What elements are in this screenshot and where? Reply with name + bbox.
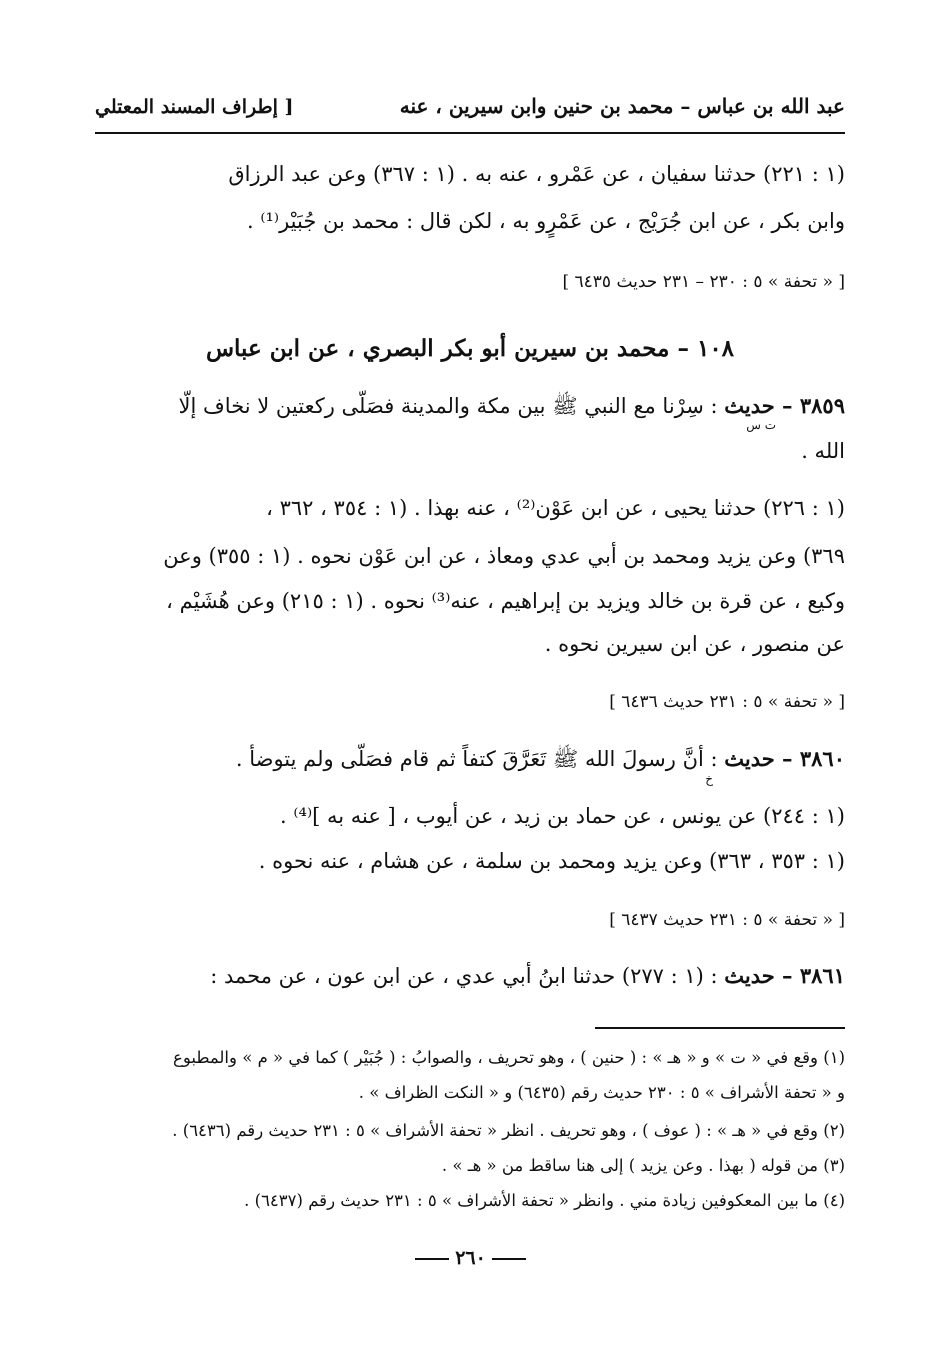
page-number-dash bbox=[492, 1258, 526, 1260]
footnote-4: (٤) ما بين المعكوفين زيادة مني . وانظر « تحفة الأشراف » ٥ : ٢٣١ حديث رقم (٦٤٣٧) . bbox=[244, 1191, 845, 1210]
tuhfa-reference: [ « تحفة » ٥ : ٢٣١ حديث ٦٤٣٧ ] bbox=[609, 910, 845, 930]
footnote-rule bbox=[595, 1027, 845, 1029]
narrator-symbols: خ bbox=[705, 772, 713, 786]
paragraph-line: وابن بكر ، عن ابن جُرَيْج ، عن عَمْرٍو به ، لكن قال : محمد بن جُبَيْر⁽¹⁾ . bbox=[246, 209, 845, 233]
narrator-symbols: ت س bbox=[746, 418, 776, 432]
paragraph-line: (١ : ٢٤٤) عن يونس ، عن حماد بن زيد ، عن أيوب ، [ عنه به ]⁽⁴⁾ . bbox=[280, 804, 845, 828]
hadith-text: : أنَّ رسولَ الله ﷺ تَعَرَّقَ كتفاً ثم قام فصَلّى ولم يتوضأ . bbox=[235, 747, 725, 771]
hadith-number: ٣٨٦٠ – حديث bbox=[724, 746, 845, 771]
paragraph-line: (١ : ٢٢٦) حدثنا يحيى ، عن ابن عَوْن⁽²⁾ ، عنه بهذا . (١ : ٣٥٤ ، ٣٦٢ ، bbox=[266, 496, 845, 520]
footnote-1-continued: و « تحفة الأشراف » ٥ : ٢٣٠ حديث رقم (٦٤٣٥) و « النكت الظراف » . bbox=[358, 1083, 845, 1102]
header-rule bbox=[95, 132, 845, 134]
hadith-line bbox=[179, 390, 845, 422]
paragraph-line: (١ : ٣٥٣ ، ٣٦٣) وعن يزيد ومحمد بن سلمة ، عن هشام ، عنه نحوه . bbox=[258, 849, 845, 873]
paragraph-line: وكيع ، عن قرة بن خالد ويزيد بن إبراهيم ، عنه⁽³⁾ نحوه . (١ : ٢١٥) وعن هُشَيْم ، bbox=[166, 589, 845, 613]
page-number-value: ٢٦٠ bbox=[455, 1247, 486, 1269]
tuhfa-reference: [ « تحفة » ٥ : ٢٣١ حديث ٦٤٣٦ ] bbox=[609, 692, 845, 712]
hadith-line bbox=[210, 960, 845, 992]
footnote-3: (٣) من قوله ( بهذا . وعن يزيد ) إلى هنا ساقط من « هـ » . bbox=[441, 1156, 845, 1175]
hadith-line bbox=[236, 743, 845, 775]
running-header bbox=[95, 90, 845, 130]
hadith-line: الله . bbox=[801, 439, 845, 463]
hadith-number: ٣٨٦١ – حديث bbox=[724, 963, 845, 988]
footnote-1: (١) وقع في « ت » و « هـ » : ( حنين ) ، وهو تحريف ، والصوابُ : ( جُبَيْر ) كما في « م » والمطبوع bbox=[172, 1048, 845, 1067]
paragraph-line: ٣٦٩) وعن يزيد ومحمد بن أبي عدي ومعاذ ، عن ابن عَوْن نحوه . (١ : ٣٥٥) وعن bbox=[163, 544, 845, 568]
page-number bbox=[0, 1247, 941, 1269]
header-book-title: [ إطراف المسند المعتلي bbox=[95, 96, 294, 118]
footnote-2: (٢) وقع في « هـ » : ( عوف ) ، وهو تحريف . انظر « تحفة الأشراف » ٥ : ٢٣١ حديث رقم (٦٤٣٦) . bbox=[172, 1121, 845, 1140]
section-title: ١٠٨ – محمد بن سيرين أبو بكر البصري ، عن ابن عباس bbox=[205, 335, 735, 362]
hadith-text: : سِرْنا مع النبي ﷺ بين مكة والمدينة فصَلّى ركعتين لا نخاف إلّا bbox=[178, 394, 725, 418]
page-number-dash bbox=[415, 1258, 449, 1260]
paragraph-line: (١ : ٢٢١) حدثنا سفيان ، عن عَمْرو ، عنه به . (١ : ٣٦٧) وعن عبد الرزاق bbox=[228, 162, 845, 186]
hadith-number: ٣٨٥٩ – حديث bbox=[724, 393, 845, 418]
tuhfa-reference: [ « تحفة » ٥ : ٢٣٠ – ٢٣١ حديث ٦٤٣٥ ] bbox=[562, 272, 845, 292]
header-title: عبد الله بن عباس – محمد بن حنين وابن سيرين ، عنه bbox=[399, 94, 845, 118]
hadith-text: : (١ : ٢٧٧) حدثنا ابنُ أبي عدي ، عن ابن عون ، عن محمد : bbox=[210, 964, 725, 988]
paragraph-line: عن منصور ، عن ابن سيرين نحوه . bbox=[544, 632, 845, 656]
